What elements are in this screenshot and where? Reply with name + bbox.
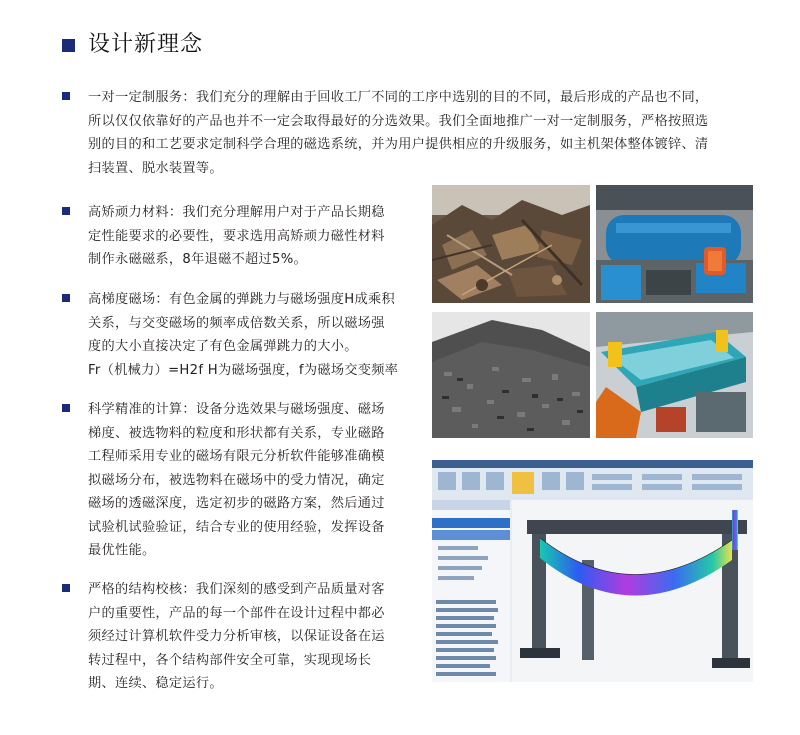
section-high-coercivity: [62, 201, 385, 272]
text-line: 高梯度磁场：有色金属的弹跳力与磁场强度H成乘积: [88, 292, 395, 307]
text-line: 磁场的透磁深度，选定初步的磁路方案，然后通过: [88, 496, 385, 511]
fea-software-screenshot: [432, 460, 753, 682]
section-high-gradient: [62, 288, 398, 382]
text-line: 最优性能。: [88, 543, 156, 558]
section-text: [88, 578, 385, 696]
text-line: 高矫顽力材料：我们充分理解用户对于产品长期稳: [88, 205, 385, 220]
section-bullet: [62, 207, 70, 215]
title-bullet: [62, 39, 75, 52]
text-line: 须经过计算机软件受力分析审核，以保证设备在运: [88, 629, 385, 644]
scrap-metal-photo: [432, 185, 590, 303]
section-text: [88, 86, 708, 180]
section-text: [88, 288, 398, 382]
text-line: 度的大小直接决定了有色金属弹跳力的大小。: [88, 339, 358, 354]
text-line: 转过程中，各个结构部件安全可靠，实现现场长: [88, 652, 372, 668]
section-bullet: [62, 294, 70, 302]
text-line: 关系，与交变磁场的频率成倍数关系，所以磁场强: [88, 315, 385, 331]
text-line: 定性能要求的必要性，要求选用高矫顽力磁性材料: [88, 228, 385, 244]
section-precise-calculation: [62, 398, 385, 563]
section-bullet: [62, 584, 70, 592]
text-line: 所以仅仅依靠好的产品也并不一定会取得最好的分选效果。我们全面地推广一对一定制服务，严格按照选: [88, 113, 709, 129]
text-line: 一对一定制服务：我们充分的理解由于回收工厂不同的工序中选别的目的不同，最后形成的产品也不同，: [88, 90, 709, 105]
text-line: 科学精准的计算：设备分选效果与磁场强度、磁场: [88, 402, 385, 417]
text-line: 期、连续、稳定运行。: [88, 676, 223, 691]
section-structure-check: [62, 578, 385, 696]
text-line: 扫装置、脱水装置等。: [88, 160, 223, 176]
section-text: [88, 201, 385, 272]
conveyor-equipment-photo: [596, 312, 753, 438]
text-line: 严格的结构校核：我们深刻的感受到产品质量对客: [88, 582, 385, 597]
section-custom-service: [62, 86, 708, 180]
text-line: 拟磁场分布，被选物料在磁场中的受力情况，确定: [88, 472, 385, 488]
text-line: Fr（机械力）=H2f H为磁场强度，f为磁场交变频率: [88, 362, 399, 378]
text-line: 梯度、被选物料的粒度和形状都有关系，专业磁路: [88, 425, 385, 441]
text-line: 试验机试验验证，结合专业的使用经验，发挥设备: [88, 519, 385, 535]
crushed-metal-photo: [432, 312, 590, 438]
text-line: 户的重要性，产品的每一个部件在设计过程中都必: [88, 605, 385, 621]
text-line: 制作永磁磁系，8年退磁不超过5%。: [88, 252, 308, 267]
page-title: 设计新理念: [88, 32, 204, 57]
magnetic-separator-photo: [596, 185, 753, 303]
text-line: 别的目的和工艺要求定制科学合理的磁选系统，并为用户提供相应的升级服务，如主机架体整体镀锌、清: [88, 137, 709, 152]
section-text: [88, 398, 385, 563]
section-bullet: [62, 92, 70, 100]
section-bullet: [62, 404, 70, 412]
text-line: 工程师采用专业的磁场有限元分析软件能够准确模: [88, 449, 385, 464]
